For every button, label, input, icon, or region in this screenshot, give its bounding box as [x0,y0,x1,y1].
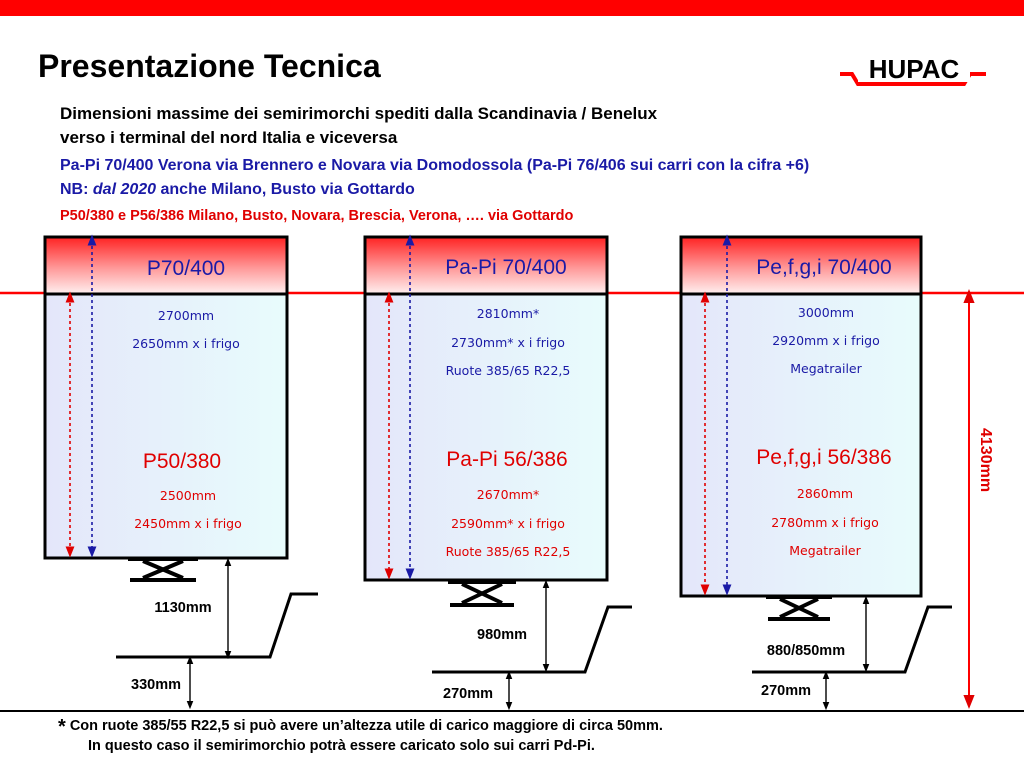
wagon-1-platform-height: 1130mm [154,600,212,616]
wagon-1 [45,237,318,705]
total-height-label: 4130mm [977,428,994,493]
wagon-1-base-height: 330mm [131,677,181,693]
subtitle-line-2: verso i terminal del nord Italia e viceversa [60,128,398,147]
wagon-3-lower-title: Pe,f,g,i 56/386 [756,446,892,469]
wagon-3-lower-line-2: 2780mm x i frigo [771,515,879,530]
svg-text:HUPAC: HUPAC [868,54,960,84]
wagon-1-header-label: P70/400 [146,257,226,280]
wagon-1-lower-line-2: 2450mm x i frigo [134,516,242,531]
wagon-3 [681,237,952,706]
wagon-2-ground-profile [432,607,632,672]
wagon-3-header-label: Pe,f,g,i 70/400 [756,256,892,279]
wagon-3-lower-line-1: 2860mm [796,486,854,501]
info-line-2-suffix: anche Milano, Busto via Gottardo [156,181,415,198]
footnote-line-1 [58,716,663,739]
info-line-2-italic: dal 2020 [92,181,157,198]
wagon-2-header-label: Pa-Pi 70/400 [445,256,567,279]
wagon-3-base-height: 270mm [761,683,811,699]
info-line-1: Pa-Pi 70/400 Verona via Brennero e Novara via Domodossola (Pa-Pi 76/406 sui carri con la cifra +6) [60,157,810,174]
footnote-star: * [58,716,66,738]
wagon-2-lower-title: Pa-Pi 56/386 [446,448,568,471]
wagon-2 [365,237,632,706]
wagon-2-platform-height: 980mm [477,627,527,643]
wagon-2-upper-line-1: 2810mm* [476,306,540,321]
wagon-2-lower-line-2: 2590mm* x i frigo [451,516,565,531]
wagon-1-upper-line-1: 2700mm [157,308,215,323]
wagon-3-upper-line-2: 2920mm x i frigo [772,333,880,348]
wagon-1-ground-profile [116,594,318,657]
wagon-1-lower-title: P50/380 [142,450,222,473]
wagon-2-upper-line-2: 2730mm* x i frigo [451,335,565,350]
footnote-line-1-text: Con ruote 385/55 R22,5 si può avere un’altezza utile di carico maggiore di circa 50mm. [65,718,663,734]
wagon-3-platform-height: 880/850mm [766,643,846,659]
wagon-3-upper-line-1: 3000mm [797,305,855,320]
wagon-2-base-height: 270mm [443,686,493,702]
wagon-1-kingpin-icon [128,559,198,580]
wagon-2-lower-line-1: 2670mm* [476,487,540,502]
wagon-2-kingpin-icon [448,582,516,605]
wagon-3-lower-line-3: Megatrailer [789,543,861,558]
wagon-2-upper-line-3: Ruote 385/65 R22,5 [445,363,571,378]
wagon-1-lower-line-1: 2500mm [159,488,217,503]
page-title: Presentazione Tecnica [38,48,381,84]
wagon-3-kingpin-icon [766,597,832,619]
subtitle-line-1: Dimensioni massime dei semirimorchi spediti dalla Scandinavia / Benelux [60,104,658,123]
wagon-3-upper-line-3: Megatrailer [790,361,862,376]
info-line-3: P50/380 e P56/386 Milano, Busto, Novara, Brescia, Verona, …. via Gottardo [60,208,574,224]
wagon-1-upper-line-2: 2650mm x i frigo [132,336,240,351]
info-line-2-prefix: NB: [60,181,93,198]
wagon-2-lower-line-3: Ruote 385/65 R22,5 [445,544,571,559]
footnote-line-2: In questo caso il semirimorchio potrà essere caricato solo sui carri Pd-Pi. [88,738,595,754]
